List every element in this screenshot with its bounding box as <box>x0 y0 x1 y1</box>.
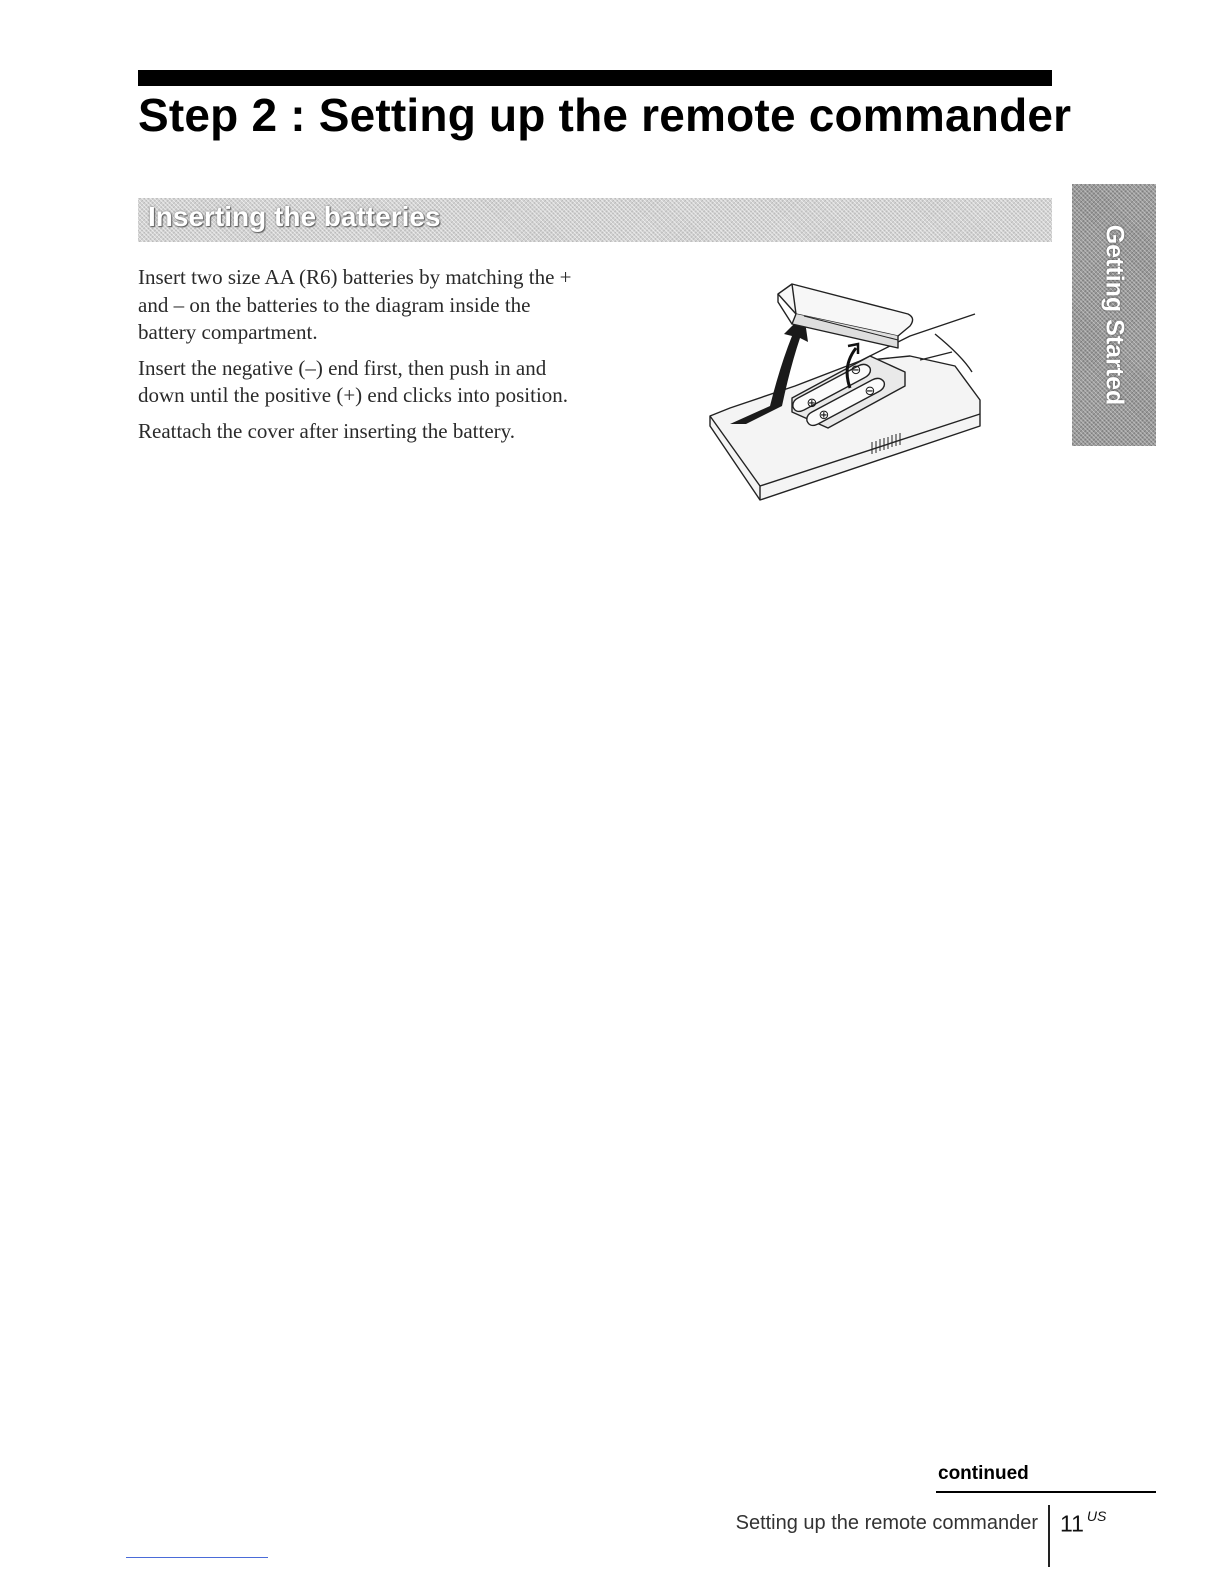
paragraph: Insert two size AA (R6) batteries by matching the + and – on the batteries to the diagram inside the battery compartment. <box>138 265 572 344</box>
body-text <box>138 264 588 453</box>
battery-polarity-label: ⊕ <box>818 408 830 423</box>
title-rule <box>138 70 1052 86</box>
page-title: Step 2 : Setting up the remote commander <box>138 89 1072 141</box>
battery-polarity-label: ⊖ <box>850 363 862 378</box>
continued-rule <box>936 1491 1156 1493</box>
battery-polarity-label: ⊖ <box>864 384 876 399</box>
section-side-tab <box>1072 184 1156 446</box>
continued-label: continued <box>938 1463 1029 1484</box>
page-number <box>1060 1510 1106 1538</box>
battery-insertion-illustration <box>700 276 990 512</box>
page-number-value: 11 <box>1060 1510 1084 1537</box>
bottom-rule <box>126 1557 268 1558</box>
section-heading: Inserting the batteries <box>148 201 441 232</box>
paragraph: Reattach the cover after inserting the battery. <box>138 418 516 443</box>
side-tab-label: Getting Started <box>1100 224 1129 406</box>
footer-divider <box>1048 1505 1050 1567</box>
running-title: Setting up the remote commander <box>735 1512 1038 1534</box>
page-number-suffix: US <box>1086 1508 1107 1524</box>
paragraph: Insert the negative (–) end first, then push in and down until the positive (+) end clicks into position. <box>138 355 569 407</box>
section-heading-band <box>138 198 1052 242</box>
battery-polarity-label: ⊕ <box>806 396 818 411</box>
